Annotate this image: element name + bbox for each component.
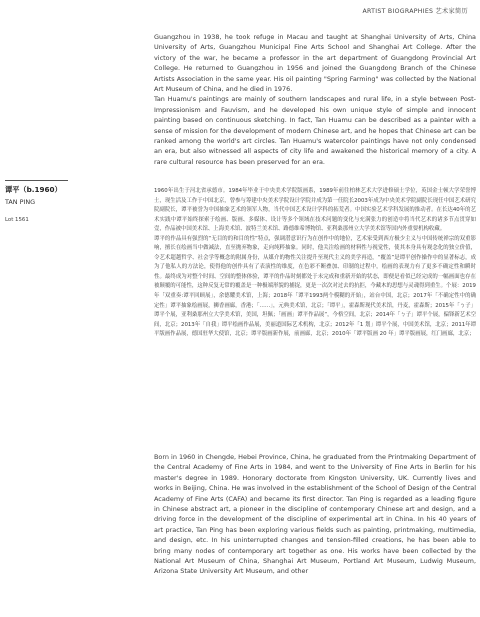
cn-bio-paragraph-1: 1960年出生于河北省承德市。1984年毕业于中央美术学院版画系，1989年前往柏林艺术大学进修硕士学位，英国金士顿大学荣誉博士，现生活及工作于中国北京，曾参与筹建中央美术学院设计学院并成为第一任院长2003年成为中央美术学院副院长现任中国艺术研究院副院长，谭平被誉为中国抽象艺术的领军人物，当代中国艺术设计学科的拓荒者。中国实验艺术学科发展的推动者。在长达40年的艺术实践中谭平始终探索于绘画、版画、多媒体、设计等多个领域在技术问题的变化与充满张力的创造中将当代艺术的诸多节点贯穿如壹，作品被中国美术馆、上海美术馆、波特兰美术馆、路德维希博物馆、亚利桑那州立大学美术馆等国内外重要机构收藏。 xyxy=(154,188,476,233)
artist-name-cn: 谭平（b.1960） xyxy=(5,185,62,194)
chinese-biography xyxy=(154,187,476,340)
english-biography xyxy=(154,452,476,577)
cn-bio-paragraph-2: 谭平的作品具有强烈的“无目的的和目的性”特点，强调潜意识行为在创作中的地位，艺术家受到西方极少主义与中国传统禅宗的双重影响，擅长在绘画当中做减法，直至抛弃物象，走向纯粹抽象。同时，他关注绘画的材料性与视觉性，使其本身具有观念化的独立价值，令艺术超越哲学、社会学等概念的附属身份，从媒介的物性关注提升至现代主义的美学再造，“覆盖”是谭平创作操作中的显著标志，成为了他私人的方法论，使得他的创作具有了表演性的维度，在色彩不断叠加、印制的过程中，绘画的表现力有了更多不确定性和瞬时性。最终成为对整个时间、空间的整体体验，谭平的作品时刻都处于未完成和重新开始的状态，即便是看似已经完成的一幅画面也存在被颠覆的可能性，这种反复无常的覆盖是一种极端形貌的捕捉，更是一次次对过去的抗拒，今藏木的思想与灵魂得到重生。个展：2019年「双重奏:谭平回顾展」，余德耀美术馆，上海；2018年「谭平1993两个模糊的开始」，站台中国，北京；2017年「不确定性中的确定性」谭平抽象绘画展，狮香画廊，香港；「……」，元典美术馆，北京；「谭平」，霍森斯现代美术馆，丹麦，霍森斯；2015年「ㄅ子」谭平个展，亚利桑那州立大学美术馆，美国，坦佩；「画画」谭平作品展“，今格空间，北京；2014年「ㄅ子」谭平个展，偏锋新艺术空间，北京；2013年「自我」谭平绘画作品展，美丽道国际艺术机构，北京；2012年「1 划」谭平个展，中国美术馆，北京；2011年谭平版画作品展，德国驻华大使馆，北京；谭平版画新作展，前画廊，北京；2010年「谭平版画 20 年」谭平版画展，红门画廊，北京； xyxy=(154,235,476,338)
artist-divider xyxy=(5,180,68,181)
lot-number: Lot 1561 xyxy=(5,217,29,223)
artist-name-en: TAN PING xyxy=(5,198,36,206)
top-bio-paragraph-1: Guangzhou in 1938, he took refuge in Macau and taught at Shanghai University of Arts, China University of Arts, Guangzhou Municipal Fine Arts School and Shanghai Art College. After the victory of the war, he became a professor in the art department of Guangdong Provincial Art College. He returned to Guangzhou in 1956 and joined the Guangdong Branch of the Chinese Artists Association in the same year. His oil painting "Spring Farming" was collected by the National Art Museum of China, and he died in 1976. xyxy=(154,33,476,94)
en-bio-paragraph-1: Born in 1960 in Chengde, Hebei Province, China, he graduated from the Printmaking Department of the Central Academy of Fine Arts in 1984, and went to the University of Fine Arts in Berlin for his master's degree in 1989. Honorary doctorate from Kingston University, UK. Currently lives and works in Beijing, China. He was involved in the establishment of the School of Design of the Central Academy of Fine Arts (CAFA) and became its first director. Tan Ping is regarded as a leading figure in Chinese abstract art, a pioneer in the discipline of contemporary Chinese art and design, and a driving force in the development of the discipline of experimental art in China. In his 40 years of art practice, Tan Ping has been exploring various fields such as painting, printmaking, multimedia, and design, etc. In his uninterrupted changes and tension-filled creations, he has been able to bring many nodes of contemporary art together as one. His works have been collected by the National Art Museum of China, Shanghai Art Museum, Portland Art Museum, Ludwig Museum, Arizona State University Art Museum, and other xyxy=(154,453,476,576)
top-biography xyxy=(154,32,476,167)
top-bio-paragraph-2: Tan Huamu's paintings are mainly of southern landscapes and rural life, in a style between Post-Impressionism and Fauvism, and he developed his own unique style of simple and innocent painting based on continuous sketching. In fact, Tan Huamu can be described as a painter with a sense of mission for the development of modern Chinese art, and he hopes that Chinese art can be ranked among the world's art circles. Tan Huamu's watercolor paintings have not only condensed an era, but also witnessed all aspects of city life and awakened the historical memory of a city. A rare cultural resource has been preserved for an era. xyxy=(154,95,476,166)
section-header: ARTIST BIOGRAPHIES 艺术家简历 xyxy=(362,8,468,15)
